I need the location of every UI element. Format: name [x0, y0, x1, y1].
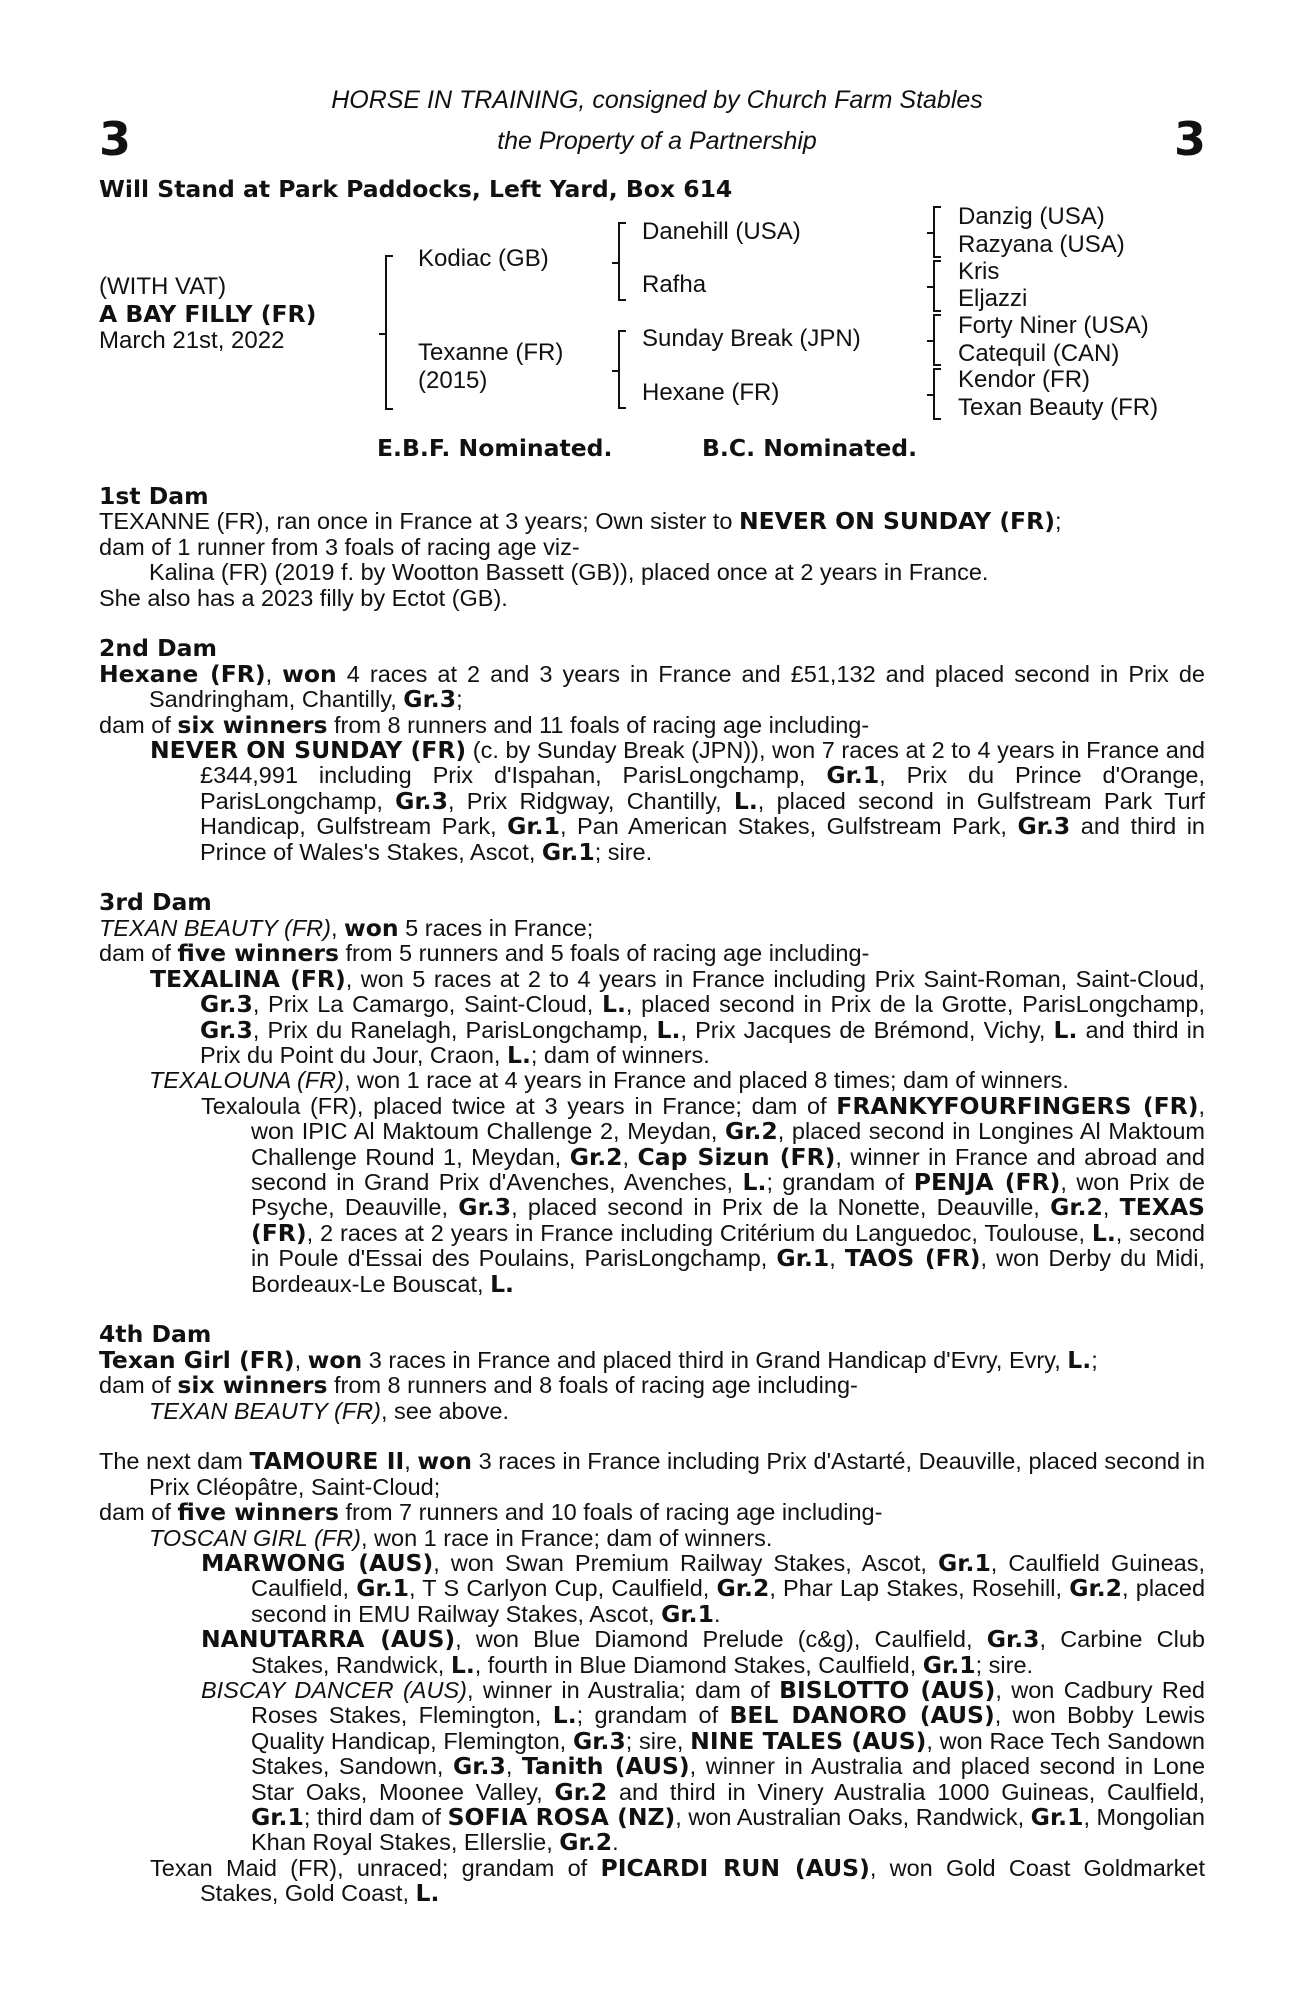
dam-dam: Hexane (FR): [642, 379, 780, 406]
gen3-1: Danzig (USA): [958, 203, 1105, 230]
pedigree-brace-2a: [618, 222, 630, 301]
stand-location: Will Stand at Park Paddocks, Left Yard, Box 614: [99, 175, 733, 203]
first-dam-note: She also has a 2023 filly by Ectot (GB).: [99, 584, 508, 611]
vat-note: (WITH VAT): [99, 273, 227, 300]
catalogue-body: [99, 484, 1205, 1907]
dam-sire: Sunday Break (JPN): [642, 325, 861, 352]
fourth-dam-para: Texan Girl (FR), won 3 races in France and placed third in Grand Handicap d'Evry, Evry, L.;: [99, 1345, 1098, 1374]
consignment-line: HORSE IN TRAINING, consigned by Church Farm Stables: [331, 86, 983, 114]
texalouna-entry: TEXALOUNA (FR), won 1 race at 4 years in France and placed 8 times; dam of winners.: [149, 1067, 1069, 1094]
horse-name: A BAY FILLY (FR): [99, 300, 317, 328]
texan-maid-entry: Texan Maid (FR), unraced; grandam of PICARDI RUN (AUS), won Gold Coast Goldmarket Stakes, Gold Coast, L.: [150, 1853, 1205, 1908]
gen3-8: Texan Beauty (FR): [958, 394, 1159, 421]
lot-number-right: 3: [1173, 112, 1206, 166]
sire-dam: Rafha: [642, 271, 707, 298]
ebf-nominated: E.B.F. Nominated.: [377, 434, 613, 462]
gen3-6: Catequil (CAN): [958, 340, 1120, 367]
pedigree-brace-3d: [933, 368, 945, 420]
third-dam-heading: 3rd Dam: [99, 888, 212, 917]
biscay-dancer-entry: BISCAY DANCER (AUS), winner in Australia; dam of BISLOTTO (AUS), won Cadbury Red Roses Stakes, Flemington, L.; grandam of BEL DANORO (AUS), won Bobby Lewis Quality Handicap, Flemington, Gr.3; sire, NINE TALES (AUS), won Race Tech Sandown Stakes, Sandown, Gr.3, Tanith (AUS), winner in Australia and placed second in Lone Star Oaks, Moonee Valley, Gr.2 and third in Vinery Australia 1000 Guineas, Caulfield, Gr.1; third dam of SOFIA ROSA (NZ), won Australian Oaks, Randwick, Gr.1, Mongolian Khan Royal Stakes, Ellerslie, Gr.2.: [201, 1676, 1206, 1857]
gen3-3: Kris: [958, 258, 1000, 285]
fourth-dam-heading: 4th Dam: [99, 1320, 212, 1349]
sire: Kodiac (GB): [418, 245, 549, 272]
gen3-7: Kendor (FR): [958, 366, 1091, 393]
second-dam-dam-of: dam of six winners from 8 runners and 11 foals of racing age including-: [99, 710, 870, 739]
third-dam-dam-of: dam of five winners from 5 runners and 5 foals of racing age including-: [99, 939, 870, 968]
dam: Texanne (FR): [418, 339, 564, 366]
third-dam-para: TEXAN BEAUTY (FR), won 5 races in France;: [99, 913, 594, 942]
first-dam-produce: Kalina (FR) (2019 f. by Wootton Bassett (GB)), placed once at 2 years in France.: [149, 559, 989, 586]
texalina-entry: TEXALINA (FR), won 5 races at 2 to 4 years in France including Prix Saint-Roman, Saint-Cloud, Gr.3, Prix La Camargo, Saint-Cloud, L., placed second in Prix de la Grotte, ParisLongchamp, Gr.3, Prix du Ranelagh, ParisLongchamp, L., Prix Jacques de Brémond, Vichy, L. and third in Prix du Point du Jour, Craon, L.; dam of winners.: [150, 964, 1205, 1069]
texan-beauty-ref: TEXAN BEAUTY (FR), see above.: [149, 1397, 510, 1424]
toscan-girl-entry: TOSCAN GIRL (FR), won 1 race in France; dam of winners.: [149, 1524, 773, 1551]
marwong-entry: MARWONG (AUS), won Swan Premium Railway Stakes, Ascot, Gr.1, Caulfield Guineas, Caulfield, Gr.1, T S Carlyon Cup, Caulfield, Gr.2, Phar Lap Stakes, Rosehill, Gr.2, placed second in EMU Railway Stakes, Ascot, Gr.1.: [201, 1549, 1206, 1628]
foaling-date: March 21st, 2022: [99, 327, 285, 354]
bc-nominated: B.C. Nominated.: [702, 434, 918, 462]
gen3-4: Eljazzi: [958, 285, 1028, 312]
first-dam-heading: 1st Dam: [99, 482, 209, 510]
second-dam-para: Hexane (FR), won 4 races at 2 and 3 years in France and £51,132 and placed second in Prix de Sandringham, Chantilly, Gr.3;: [99, 659, 1205, 714]
next-dam-para: The next dam TAMOURE II, won 3 races in France including Prix d'Astarté, Deauville, placed second in Prix Cléopâtre, Saint-Cloud;: [99, 1447, 1206, 1500]
pedigree-brace-3c: [933, 314, 945, 366]
gen3-2: Razyana (USA): [958, 231, 1125, 258]
next-dam-dam-of: dam of five winners from 7 runners and 10 foals of racing age including-: [99, 1498, 883, 1527]
texaloula-entry: Texaloula (FR), placed twice at 3 years in France; dam of FRANKYFOURFINGERS (FR), won IPIC Al Maktoum Challenge 2, Meydan, Gr.2, placed second in Longines Al Maktoum Challenge Round 1, Meydan, Gr.2, Cap Sizun (FR), winner in France and abroad and second in Grand Prix d'Avenches, Avenches, L.; grandam of PENJA (FR), won Prix de Psyche, Deauville, Gr.3, placed second in Prix de la Nonette, Deauville, Gr.2, TEXAS (FR), 2 races at 2 years in France including Critérium du Languedoc, Toulouse, L., second in Poule d'Essai des Poulains, ParisLongchamp, Gr.1, TAOS (FR), won Derby du Midi, Bordeaux-Le Bouscat, L.: [201, 1091, 1206, 1298]
gen3-5: Forty Niner (USA): [958, 312, 1149, 339]
second-dam-heading: 2nd Dam: [99, 634, 217, 663]
first-dam-para: TEXANNE (FR), ran once in France at 3 years; Own sister to NEVER ON SUNDAY (FR); dam of 1 runner from 3 foals of racing age viz-: [99, 507, 1062, 560]
fourth-dam-dam-of: dam of six winners from 8 runners and 8 foals of racing age including-: [99, 1371, 858, 1400]
sire-sire: Danehill (USA): [642, 218, 801, 245]
pedigree-brace-2b: [618, 330, 630, 409]
pedigree-brace-3a: [933, 206, 945, 258]
nanutarra-entry: NANUTARRA (AUS), won Blue Diamond Prelude (c&g), Caulfield, Gr.3, Carbine Club Stakes, Randwick, L., fourth in Blue Diamond Stakes, Caulfield, Gr.1; sire.: [201, 1625, 1205, 1679]
pedigree-brace-3b: [933, 260, 945, 312]
lot-number-left: 3: [99, 112, 132, 166]
dam-year: (2015): [418, 367, 488, 394]
pedigree-brace-1: [385, 255, 397, 410]
never-on-sunday-entry: NEVER ON SUNDAY (FR) (c. by Sunday Break (JPN)), won 7 races at 2 to 4 years in France and £344,991 including Prix d'Ispahan, ParisLongchamp, Gr.1, Prix du Prince d'Orange, ParisLongchamp, Gr.3, Prix Ridgway, Chantilly, L., placed second in Gulfstream Park Turf Handicap, Gulfstream Park, Gr.1, Pan American Stakes, Gulfstream Park, Gr.3 and third in Prince of Wales's Stakes, Ascot, Gr.1; sire.: [150, 736, 1205, 866]
property-line: the Property of a Partnership: [497, 127, 817, 155]
